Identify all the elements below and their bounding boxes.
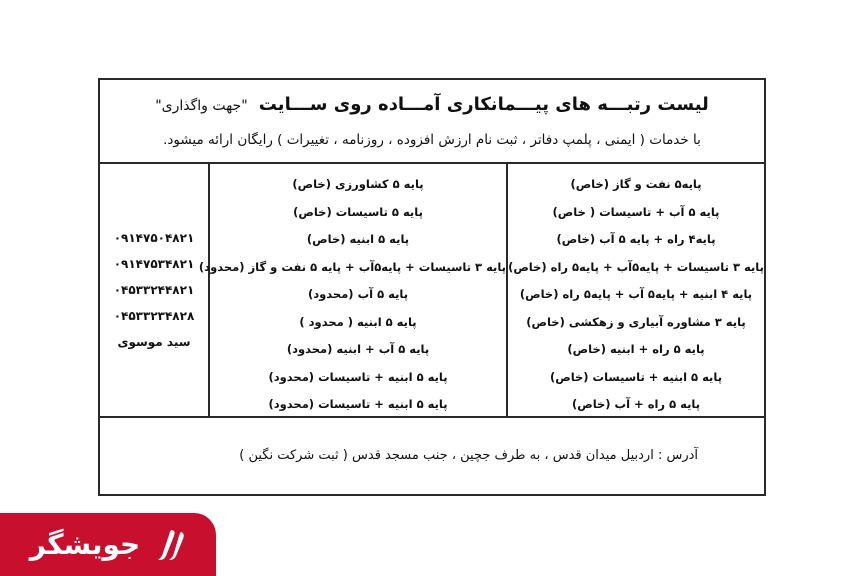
ad-title-note: "جهت واگذاری": [155, 98, 248, 114]
rank-item: پایه ۵ ابنیه + تاسیسات (محدود): [268, 369, 448, 384]
rank-item: پایه ۳ تاسیسات + پایه۵آب + پایه ۵ نفت و گاز (محدود): [198, 259, 506, 274]
rank-item: پایه ۵ آب + تاسیسات ( خاص): [552, 204, 720, 219]
joyeshgar-logo-icon: [152, 526, 186, 564]
rank-item: پایه ۵ آب + ابنیه (محدود): [286, 342, 430, 356]
rank-item: پایه ۵ ابنیه + تاسیسات (خاص): [549, 369, 723, 384]
ranks-column-right: [506, 164, 764, 416]
ad-services-line: با خدمات ( ایمنی ، پلمپ دفاتر ، ثبت نام ارزش افزوده ، روزنامه ، تغییرات ) رایگان ارائه میشود.: [163, 132, 701, 148]
rank-item: پایه ۳ تاسیسات + پایه۵آب + پایه۵ راه (خاص): [508, 259, 764, 274]
rank-item: پایه ۵ کشاورزی (خاص): [292, 177, 424, 191]
rank-item: پایه ۵ تاسیسات (خاص): [293, 204, 423, 219]
ad-header: [100, 80, 764, 164]
phone-number[interactable]: ۰۹۱۴۷۵۳۴۸۲۱: [113, 257, 195, 271]
ad-footer: [100, 416, 764, 494]
phone-number[interactable]: ۰۴۵۳۳۲۴۴۸۲۱: [113, 283, 195, 297]
ranks-column-middle: [198, 164, 506, 416]
rank-item: پایه ۵ ابنیه ( محدود ): [299, 314, 417, 329]
rank-item: پایه ۵ راه + آب (خاص): [571, 397, 701, 411]
ad-box: [98, 78, 766, 496]
phone-number[interactable]: ۰۴۵۳۳۲۳۴۸۲۸: [113, 309, 195, 323]
rank-item: پایه ۵ ابنیه (خاص): [306, 232, 410, 246]
rank-item: پایه ۵ راه + ابنیه (خاص): [567, 342, 705, 356]
contacts-column: [100, 164, 208, 416]
ad-title: لیست رتبـــه های پیـــمانکاری آمـــاده روی ســـایت: [258, 94, 709, 115]
rank-item: پایه۵ نفت و گاز (خاص): [570, 177, 702, 191]
rank-item: پایه ۵ آب (محدود): [307, 287, 409, 301]
rank-item: پایه ۳ مشاوره آبیاری و زهکشی (خاص): [526, 314, 746, 329]
rank-item: پایه ۴ ابنیه + پایه۵ آب + پایه۵ راه (خاص): [519, 287, 753, 301]
rank-item: پایه۴ راه + پایه ۵ آب (خاص): [556, 232, 716, 246]
rank-item: پایه ۵ ابنیه + تاسیسات (محدود): [268, 397, 448, 411]
logo-text: جویشگر: [29, 528, 141, 561]
phone-number[interactable]: ۰۹۱۴۷۵۰۴۸۲۱: [113, 231, 195, 245]
site-logo[interactable]: [0, 513, 216, 576]
address-text: آدرس : اردبیل میدان قدس ، به طرف جچین ، جنب مسجد قدس ( ثبت شرکت نگین ): [239, 448, 698, 463]
ad-title-line: [100, 94, 764, 115]
contact-name: سید موسوی: [117, 335, 191, 349]
